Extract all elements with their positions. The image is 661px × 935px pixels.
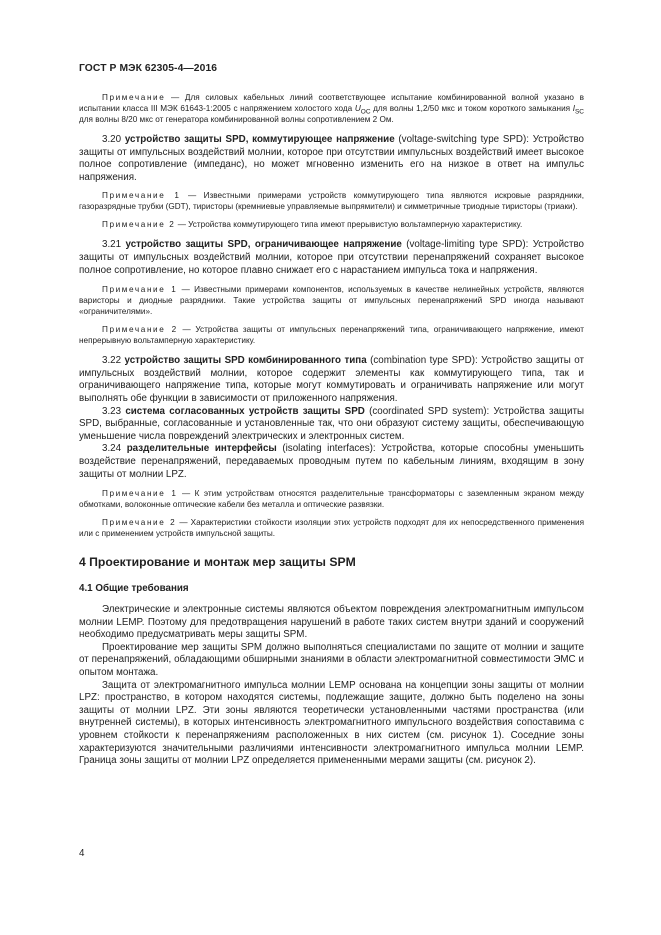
term-3-24: разделительные интерфейсы [126,443,277,455]
note-label: Примечание [102,93,166,102]
note-3-24-2: Примечание 2 — Характеристики стойкости изоляции этих устройств подходят для их непосредственного применения или с применением устройств импульсной защиты. [79,518,584,539]
note-3-20-2: Примечание 2 — Устройства коммутирующего типа имеют прерывистую вольтамперную характеристику. [102,220,523,230]
paragraph-lemp-intro: Электрические и электронные системы являются объектом повреждения электромагнитным импульсом молнии LEMP. Поэтому для предотвращения нарушений в работе таких систем внутри зданий и сооружений необходимо предусматривать меры защиты SPM. [79,604,584,641]
definition-3-23: 3.23 система согласованных устройств защиты SPD (coordinated SPD system): Устройства защиты SPD, выбранные, согласованные и установленные так, что они образуют систему защиты, обеспечивающую уменьшение числа повреждений электрических и электронных систем. [79,405,584,442]
paragraph-spm-design: Проектирование мер защиты SPM должно выполняться специалистами по защите от молнии и защите от перенапряжений, обладающими обширными знаниями в области электромагнитной совместимости ЭМС и опытом монтажа. [79,641,584,679]
term-3-20: устройство защиты SPD, коммутирующее напряжение [124,134,395,145]
term-3-23: система согласованных устройств защиты SPD [125,405,365,417]
definition-3-21: 3.21 устройство защиты SPD, ограничивающее напряжение (voltage-limiting type SPD): Устройство защиты от импульсных воздействий молнии, которое при отсутствии перенапряжений сохраняет высокое полное сопротивление, но которое плавно снижает его с нарастанием импульса тока и напряжения. [79,239,584,276]
standard-header: ГОСТ Р МЭК 62305-4—2016 [79,63,218,74]
definition-3-20: 3.20 устройство защиты SPD, коммутирующее напряжение (voltage-switching type SPD): Устройство защиты от импульсных воздействий молнии, которое при отсутствии импульсных воздействий имеет высокое полное сопротивление (импеданс), но может мгновенно изменить его на низкое в ответ на импульс напряжения. [79,134,584,183]
note-combination-wave: Примечание — Для силовых кабельных линий соответствующее испытание комбинированной волной указано в испытании класса III МЭК 61643-1:2005 с напряжением холостого хода $U_{OC}$ для волны 1,2/50 мкс и током короткого замыкания $I_{SC}$ для волны 8/20 мкс от генератора комбинированной волны сопротивлением 2 Ом. [79,93,584,124]
page-number: 4 [79,848,85,859]
definition-3-24: 3.24 разделительные интерфейсы (isolating interfaces): Устройства, которые способны уменьшить воздействие перенапряжений, передаваемых проводным путем по кабельным линиям, входящим в зону защиты от молнии LPZ. [79,443,585,480]
page-content [79,92,584,768]
note-3-21-1: Примечание 1 — Известными примерами компонентов, используемых в качестве нелинейных устройств, являются варисторы и диодные разрядники. Такие устройства защиты от импульсных перенапряжений SPD иногда называют «ограничителями». [79,285,584,317]
section-4-title: 4 Проектирование и монтаж мер защиты SPM [79,555,356,570]
note-3-21-2: Примечание 2 — Устройства защиты от импульсных перенапряжений типа, ограничивающего напряжение, имеют непрерывную вольтамперную характеристику. [79,325,585,346]
term-3-21: устройство защиты SPD, ограничивающее напряжение [125,239,402,251]
definition-3-22: 3.22 устройство защиты SPD комбинированного типа (combination type SPD): Устройство защиты от импульсных воздействий молнии, которое содержит элементы как коммутирующего типа, так и ограничивающего напряжение типа, которые могут коммутировать и ограничивать напряжение или могут выполнять обе функции в зависимости от приложенного напряжения. [79,355,584,404]
note-3-20-1: Примечание 1 — Известными примерами устройств коммутирующего типа являются искровые разрядники, газоразрядные трубки (GDT), тиристоры (кремниевые управляемые выпрямители) и симметричные триодные тиристоры (триаки). [79,191,584,212]
term-3-22: устройство защиты SPD комбинированного типа [124,355,367,367]
note-3-24-1: Примечание 1 — К этим устройствам относятся разделительные трансформаторы с заземленным экраном между обмотками, волоконные оптические кабели без металла и оптические развязки. [79,489,585,510]
paragraph-lpz-concept: Защита от электромагнитного импульса молнии LEMP основана на концепции зоны защиты от молнии LPZ: пространство, в котором находятся системы, подлежащие защите, должно быть поделено на зоны защиты от молнии LPZ. Эти зоны являются теоретически установленными частями пространства (или внутренней системы), в которых интенсивность электромагнитного импульсного воздействия сопоставима с уровнем стойкости к перенапряжениям расположенных в них систем (см. рисунок 1). Соседние зоны характеризуются значительными различиями интенсивности электромагнитного импульса молнии LEMP. Граница зоны защиты от молнии LPZ определяется примененными мерами защиты (см. рисунок 2). [79,679,584,767]
subsection-4-1-title: 4.1 Общие требования [79,583,189,595]
